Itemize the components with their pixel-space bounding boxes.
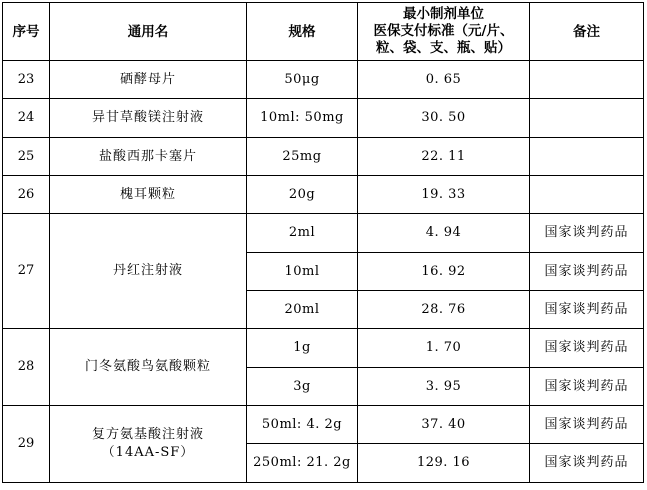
row-seq: 24 xyxy=(3,99,50,138)
row-note xyxy=(530,99,644,138)
row-note xyxy=(530,61,644,99)
row-price: 16. 92 xyxy=(358,253,530,291)
header-standard-line3: 粒、袋、支、瓶、贴） xyxy=(376,40,511,56)
row-name: 槐耳颗粒 xyxy=(50,176,247,214)
row-note: 国家谈判药品 xyxy=(530,368,644,406)
table-row xyxy=(3,329,644,368)
row-price: 1. 70 xyxy=(358,329,530,368)
row-note xyxy=(530,176,644,214)
row-spec: 3g xyxy=(247,368,358,406)
row-name: 盐酸西那卡塞片 xyxy=(50,138,247,176)
row-price: 37. 40 xyxy=(358,406,530,444)
row-price: 129. 16 xyxy=(358,444,530,483)
table-row xyxy=(3,406,644,444)
row-name: 异甘草酸镁注射液 xyxy=(50,99,247,138)
row-note: 国家谈判药品 xyxy=(530,253,644,291)
row-price: 28. 76 xyxy=(358,291,530,329)
table-row xyxy=(3,176,644,214)
row-note: 国家谈判药品 xyxy=(530,444,644,483)
row-name: 丹红注射液 xyxy=(50,214,247,329)
header-note: 备注 xyxy=(530,3,644,61)
row-note: 国家谈判药品 xyxy=(530,214,644,253)
row-note xyxy=(530,138,644,176)
row-spec: 1g xyxy=(247,329,358,368)
header-name: 通用名 xyxy=(50,3,247,61)
row-seq: 28 xyxy=(3,329,50,406)
row-price: 3. 95 xyxy=(358,368,530,406)
row-spec: 20g xyxy=(247,176,358,214)
table-row xyxy=(3,99,644,138)
row-name: 门冬氨酸鸟氨酸颗粒 xyxy=(50,329,247,406)
row-note: 国家谈判药品 xyxy=(530,291,644,329)
row-spec: 10ml: 50mg xyxy=(247,99,358,138)
row-name-line1: 复方氨基酸注射液 xyxy=(91,427,204,442)
row-seq: 23 xyxy=(3,61,50,99)
row-seq: 27 xyxy=(3,214,50,329)
row-spec: 250ml: 21. 2g xyxy=(247,444,358,483)
row-price: 4. 94 xyxy=(358,214,530,253)
row-seq: 29 xyxy=(3,406,50,483)
header-row xyxy=(3,3,644,61)
header-standard-line2: 医保支付标准（元/片、 xyxy=(373,23,514,39)
row-spec: 25mg xyxy=(247,138,358,176)
row-spec: 2ml xyxy=(247,214,358,253)
header-standard xyxy=(358,3,530,61)
row-seq: 25 xyxy=(3,138,50,176)
header-standard-line1: 最小制剂单位 xyxy=(403,6,484,22)
row-price: 22. 11 xyxy=(358,138,530,176)
row-name xyxy=(50,406,247,483)
row-name-line2: （14AA-SF） xyxy=(101,445,195,460)
row-note: 国家谈判药品 xyxy=(530,329,644,368)
row-price: 19. 33 xyxy=(358,176,530,214)
row-spec: 10ml xyxy=(247,253,358,291)
row-price: 0. 65 xyxy=(358,61,530,99)
table-row xyxy=(3,61,644,99)
row-spec: 50μg xyxy=(247,61,358,99)
row-spec: 20ml xyxy=(247,291,358,329)
table-row xyxy=(3,138,644,176)
header-spec: 规格 xyxy=(247,3,358,61)
row-name: 硒酵母片 xyxy=(50,61,247,99)
table-row xyxy=(3,214,644,253)
row-price: 30. 50 xyxy=(358,99,530,138)
header-seq: 序号 xyxy=(3,3,50,61)
row-note: 国家谈判药品 xyxy=(530,406,644,444)
drug-price-table xyxy=(2,2,644,483)
row-spec: 50ml: 4. 2g xyxy=(247,406,358,444)
row-seq: 26 xyxy=(3,176,50,214)
